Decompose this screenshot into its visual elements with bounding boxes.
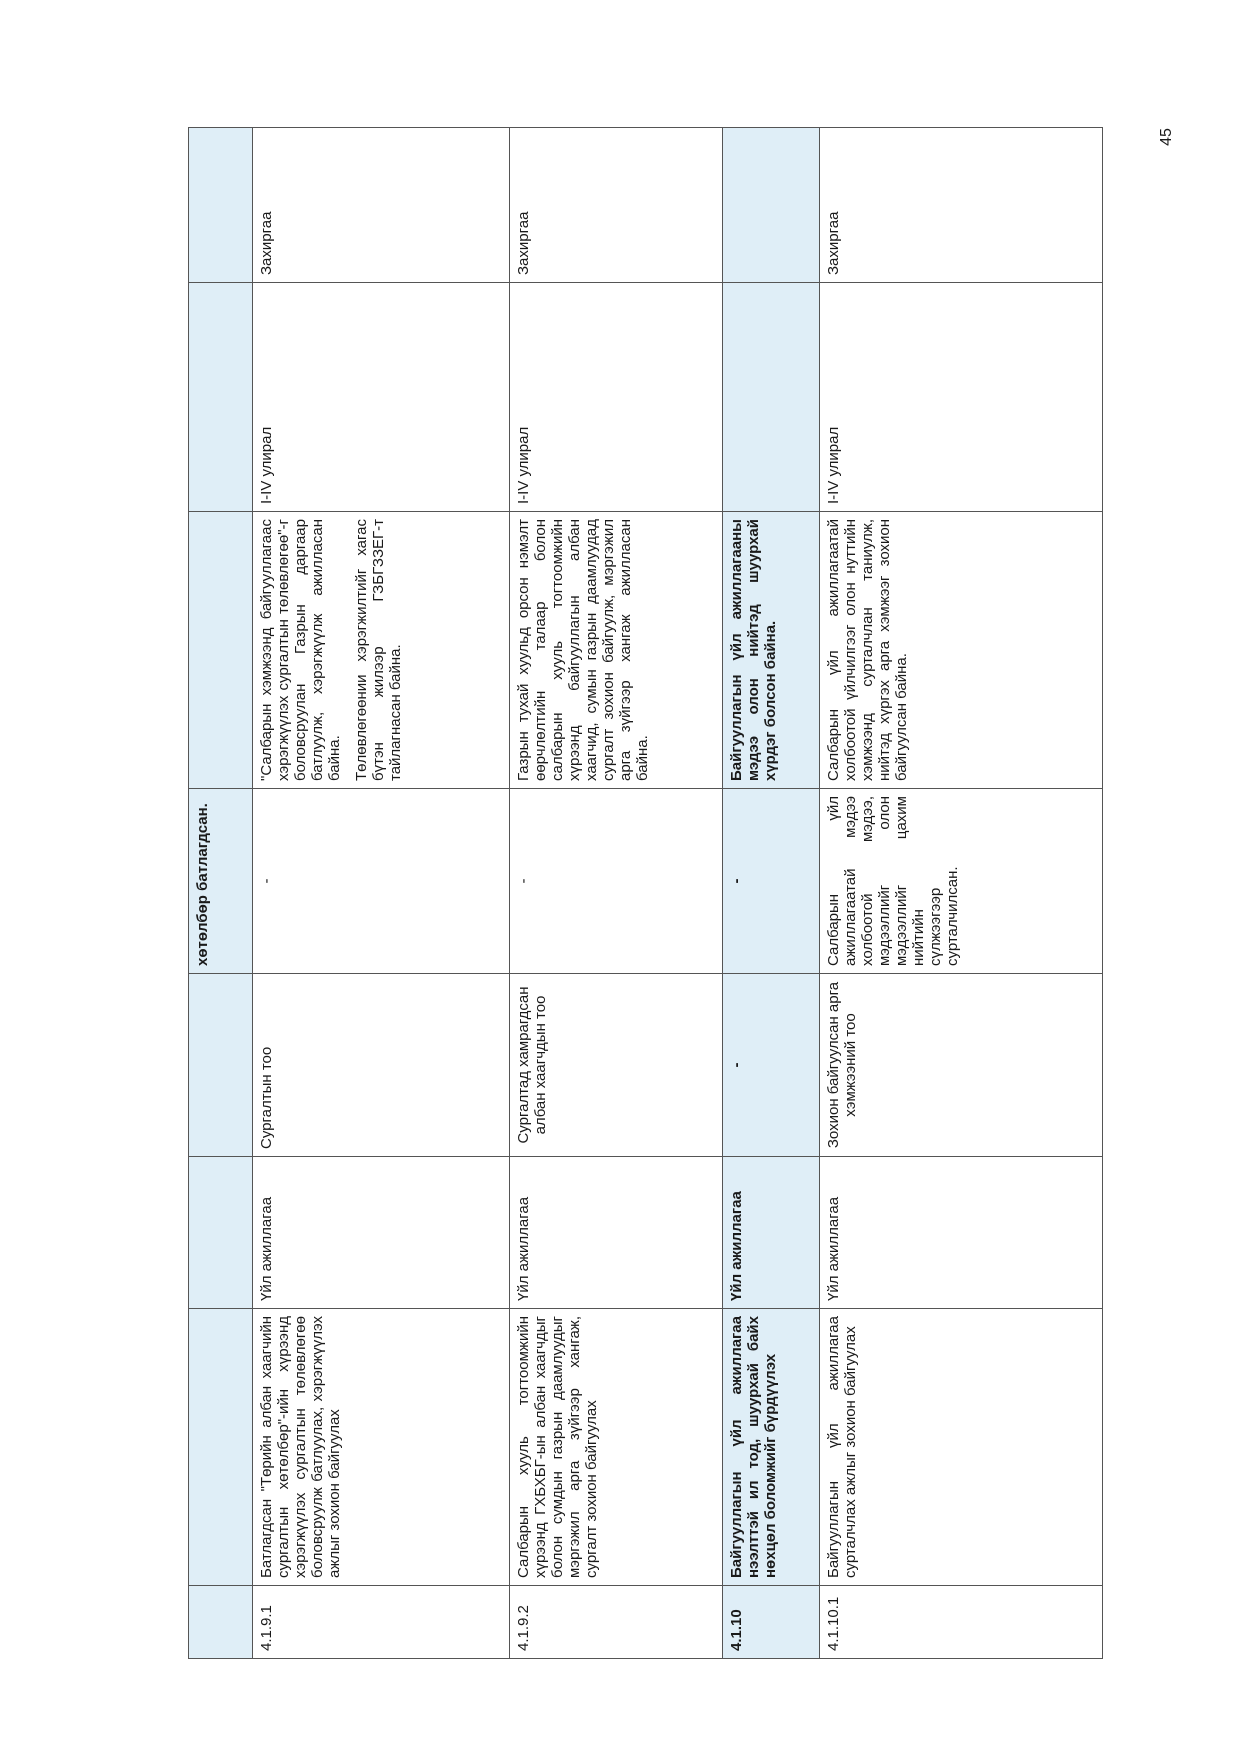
cell-indicator: Сургалтад хамрагдсан албан хаагчдын тоо [510, 974, 723, 1157]
cell-responsible [723, 128, 820, 283]
baseline-text: Салбарын ажиллагаатай холбоотой мэдээллийг мэдээллийг нийтийн сүлжээгээр сурталчилсан. [825, 866, 961, 966]
cell-period: I-IV улирал [820, 283, 1103, 512]
cell-type: Үйл ажиллагаа [723, 1157, 820, 1309]
cell-type: Үйл ажиллагаа [253, 1157, 510, 1309]
cell-indicator: - [723, 974, 820, 1157]
cell-target: Газрын тухай хуульд орсон нэмэлт өөрчлөлтийн талаар болон салбарын хууль тогтоомжийн хүрээнд байгууллагын албан хаагчид, сумын газрын даамлуудад сургалт зохион байгуулж, мэргэжил арга зүйгээр хангаж ажилласан байна. [510, 512, 723, 789]
cell-empty [189, 283, 253, 512]
cell-activity: Салбарын хууль тогтоомжийн хүрээнд ГХБХБГ-ын албан хаагчдыг болон сумдын газрын даамлуудыг мэргэжил арга зүйгээр хангаж, сургалт зохион байгуулах [510, 1309, 723, 1586]
cell-empty [189, 128, 253, 283]
cell-code: 4.1.9.2 [510, 1586, 723, 1659]
cell-empty [189, 512, 253, 789]
cell-code: 4.1.10.1 [820, 1586, 1103, 1659]
cell-code: 4.1.10 [723, 1586, 820, 1659]
cell-code: 4.1.9.1 [253, 1586, 510, 1659]
cell-indicator: Зохион байгуулсан арга хэмжээний тоо [820, 974, 1103, 1157]
cell-empty [189, 974, 253, 1157]
cell-activity: Байгууллагын үйл ажиллагаа сурталчлах ажлыг зохион байгуулах [820, 1309, 1103, 1586]
baseline-text-right: үйл мэдээ мэдээ, олон цахим [825, 796, 910, 843]
cell-empty [189, 1157, 253, 1309]
cell-type: Үйл ажиллагаа [820, 1157, 1103, 1309]
cell-responsible: Захиргаа [820, 128, 1103, 283]
cell-header-baseline: хөтөлбөр батлагдсан. [189, 789, 253, 974]
table-row-header-fragment [189, 128, 253, 1659]
action-plan-table [188, 127, 1103, 1659]
table-row [820, 128, 1103, 1659]
page-number: 45 [1157, 128, 1175, 146]
table-row [253, 128, 510, 1659]
cell-target [253, 512, 510, 789]
cell-activity: Байгууллагын үйл ажиллагаа нээлттэй ил тод, шуурхай байх нөхцөл боломжийг бүрдүүлэх [723, 1309, 820, 1586]
cell-empty [189, 1586, 253, 1659]
cell-baseline [820, 789, 1103, 974]
cell-responsible: Захиргаа [510, 128, 723, 283]
cell-target: Байгууллагын үйл ажиллагааны мэдээ олон нийтэд шуурхай хүрдэг болсон байна. [723, 512, 820, 789]
cell-baseline: - [510, 789, 723, 974]
cell-indicator: Сургалтын тоо [253, 974, 510, 1157]
cell-period: I-IV улирал [510, 283, 723, 512]
cell-period [723, 283, 820, 512]
table-row [510, 128, 723, 1659]
cell-baseline: - [723, 789, 820, 974]
target-paragraph: Төлөвлөгөөнии хэрэгжилтийг хагас бүтэн жилээр ГЗБГЗЗЕГ-т тайлагнасан байна. [352, 519, 404, 781]
target-paragraph: "Салбарын хэмжээнд байгууллагаас хэрэгжүүлэх сургалтын төлөвлөгөө"-г боловсруулан Газрын даргаар батлуулж, хэрэгжүүлж ажилласан байна. [258, 519, 343, 781]
rotated-table-area [188, 128, 1102, 1659]
cell-empty [189, 1309, 253, 1586]
cell-target: Салбарын үйл ажиллагаатай холбоотой үйлчилгээг олон нуттийн хэмжээнд сурталчлан таниулж, нийтэд хүргэх арга хэмжээг зохион байгуулсан байна. [820, 512, 1103, 789]
cell-activity: Батлагдсан "Төрийн албан хаагчийн сургалтын хөтөлбөр"-ийн хүрээнд хэрэгжүүлэх сургалтын төлөвлөгөө боловсруулж батлуулах, хэрэгжүүлэх ажлыг зохион байгуулах [253, 1309, 510, 1586]
cell-type: Үйл ажиллагаа [510, 1157, 723, 1309]
cell-responsible: Захиргаа [253, 128, 510, 283]
cell-baseline: - [253, 789, 510, 974]
table-row-section [723, 128, 820, 1659]
cell-period: I-IV улирал [253, 283, 510, 512]
